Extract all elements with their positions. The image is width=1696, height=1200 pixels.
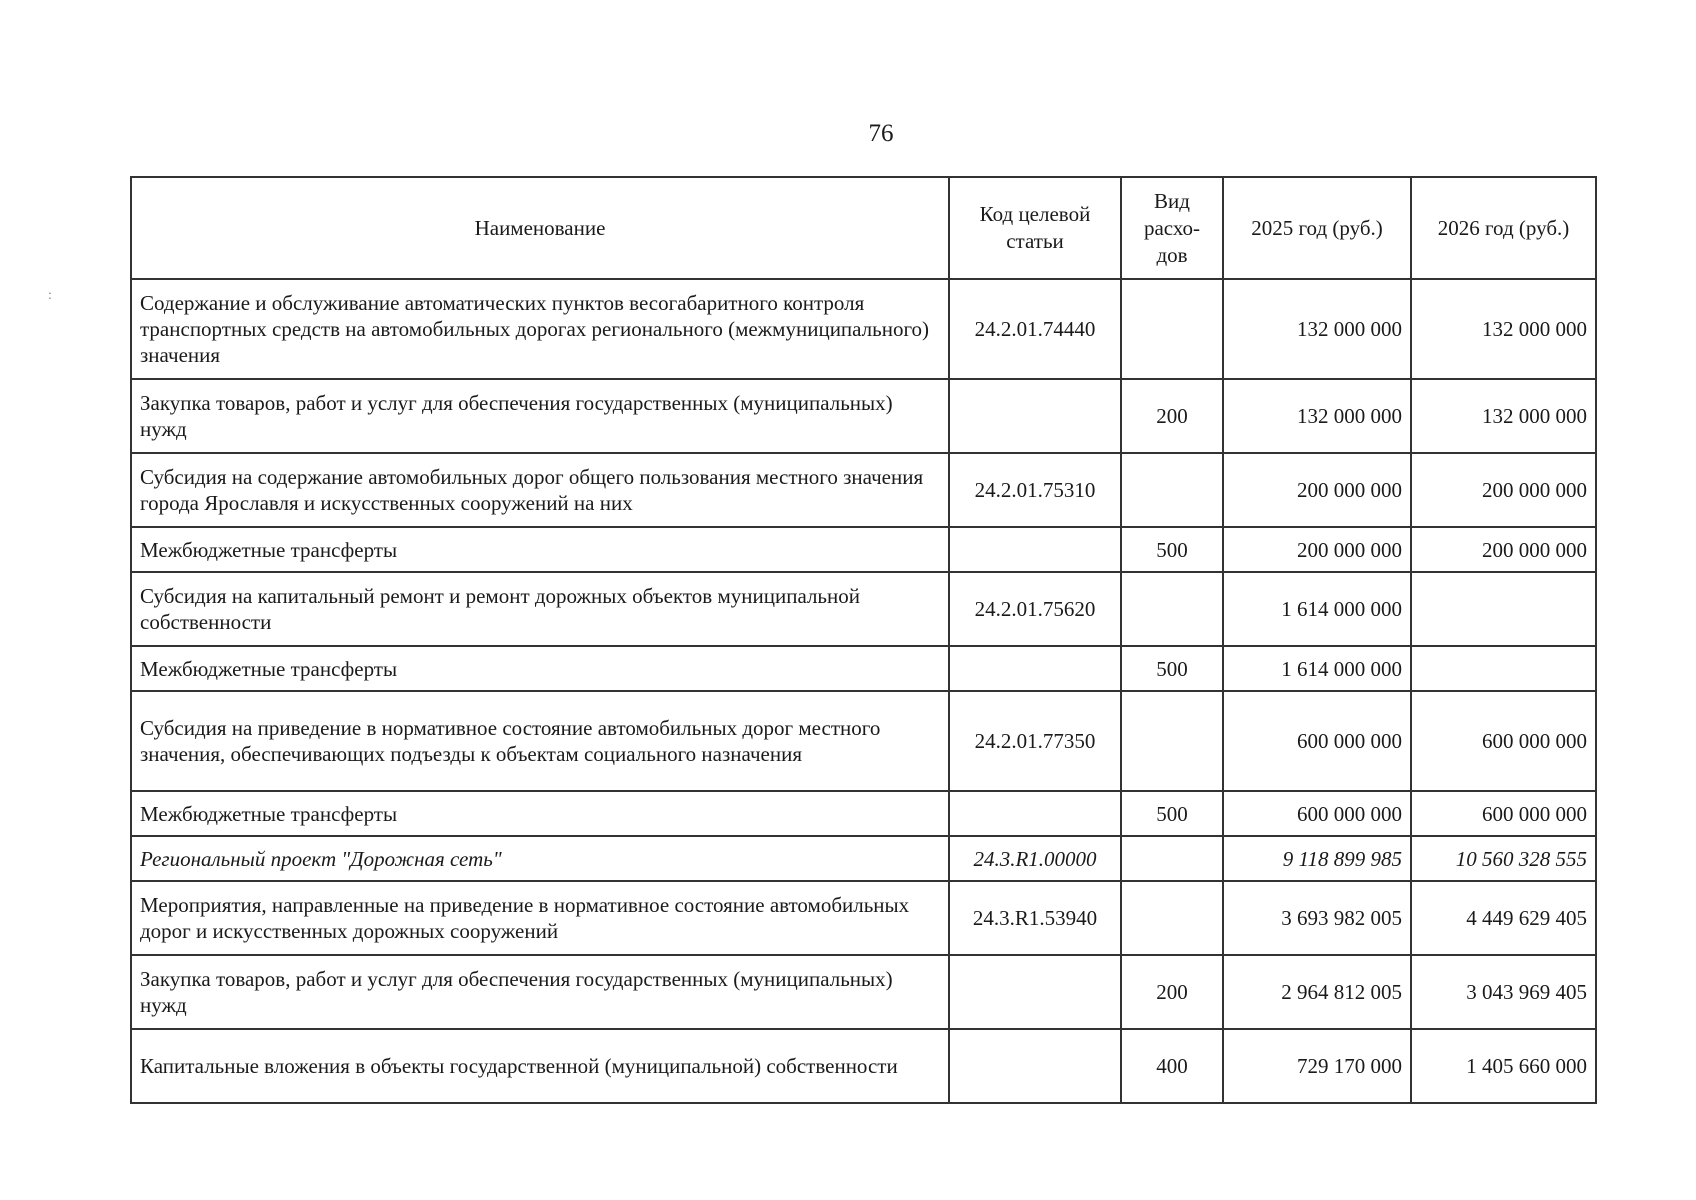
row-amount-2025: 1 614 000 000 <box>1223 646 1411 691</box>
row-type <box>1121 836 1223 881</box>
page-number: 76 <box>868 120 894 147</box>
row-amount-2026 <box>1411 572 1596 646</box>
row-code: 24.2.01.74440 <box>949 279 1121 379</box>
row-amount-2026: 10 560 328 555 <box>1411 836 1596 881</box>
table-row <box>131 836 1596 881</box>
budget-table <box>130 176 1597 1104</box>
row-type <box>1121 279 1223 379</box>
row-type: 500 <box>1121 791 1223 836</box>
row-amount-2025: 132 000 000 <box>1223 379 1411 453</box>
row-name: Мероприятия, направленные на приведение в нормативное состояние автомобильных дорог и искусственных дорожных сооружений <box>131 881 949 955</box>
row-amount-2025: 1 614 000 000 <box>1223 572 1411 646</box>
table-row <box>131 453 1596 527</box>
row-amount-2026: 132 000 000 <box>1411 279 1596 379</box>
row-amount-2025: 9 118 899 985 <box>1223 836 1411 881</box>
row-amount-2026: 600 000 000 <box>1411 791 1596 836</box>
row-amount-2026: 4 449 629 405 <box>1411 881 1596 955</box>
table-row <box>131 791 1596 836</box>
row-amount-2026: 600 000 000 <box>1411 691 1596 791</box>
row-code: 24.3.R1.53940 <box>949 881 1121 955</box>
row-amount-2026: 132 000 000 <box>1411 379 1596 453</box>
row-name: Региональный проект "Дорожная сеть" <box>131 836 949 881</box>
row-type <box>1121 881 1223 955</box>
row-amount-2026: 200 000 000 <box>1411 527 1596 572</box>
row-amount-2025: 729 170 000 <box>1223 1029 1411 1103</box>
table-row <box>131 881 1596 955</box>
header-2026: 2026 год (руб.) <box>1411 177 1596 279</box>
row-code: 24.3.R1.00000 <box>949 836 1121 881</box>
table-row <box>131 527 1596 572</box>
row-type <box>1121 691 1223 791</box>
header-type: Вид расхо-дов <box>1121 177 1223 279</box>
row-type: 500 <box>1121 527 1223 572</box>
table-header-row <box>131 177 1596 279</box>
row-code: 24.2.01.75620 <box>949 572 1121 646</box>
row-name: Закупка товаров, работ и услуг для обеспечения государственных (муниципальных) нужд <box>131 955 949 1029</box>
row-name: Закупка товаров, работ и услуг для обеспечения государственных (муниципальных) нужд <box>131 379 949 453</box>
row-amount-2025: 600 000 000 <box>1223 691 1411 791</box>
row-name: Межбюджетные трансферты <box>131 791 949 836</box>
row-code <box>949 527 1121 572</box>
row-type: 200 <box>1121 955 1223 1029</box>
row-code: 24.2.01.77350 <box>949 691 1121 791</box>
row-amount-2026: 200 000 000 <box>1411 453 1596 527</box>
row-amount-2025: 3 693 982 005 <box>1223 881 1411 955</box>
row-name: Межбюджетные трансферты <box>131 527 949 572</box>
table-row <box>131 1029 1596 1103</box>
row-amount-2025: 600 000 000 <box>1223 791 1411 836</box>
table-row <box>131 379 1596 453</box>
header-code: Код целевой статьи <box>949 177 1121 279</box>
header-name: Наименование <box>131 177 949 279</box>
table-row <box>131 572 1596 646</box>
row-name: Капитальные вложения в объекты государственной (муниципальной) собственности <box>131 1029 949 1103</box>
table-row <box>131 955 1596 1029</box>
row-amount-2026: 3 043 969 405 <box>1411 955 1596 1029</box>
row-type: 200 <box>1121 379 1223 453</box>
row-name: Субсидия на приведение в нормативное состояние автомобильных дорог местного значения, обеспечивающих подъезды к объектам социального назначения <box>131 691 949 791</box>
row-code: 24.2.01.75310 <box>949 453 1121 527</box>
stray-mark: : <box>48 288 52 303</box>
row-amount-2025: 200 000 000 <box>1223 527 1411 572</box>
row-code <box>949 646 1121 691</box>
row-amount-2025: 2 964 812 005 <box>1223 955 1411 1029</box>
row-amount-2026 <box>1411 646 1596 691</box>
row-code <box>949 791 1121 836</box>
row-name: Содержание и обслуживание автоматических пунктов весогабаритного контроля транспортных средств на автомобильных дорогах регионального (межмуниципального) значения <box>131 279 949 379</box>
row-name: Субсидия на содержание автомобильных дорог общего пользования местного значения города Ярославля и искусственных сооружений на них <box>131 453 949 527</box>
row-amount-2025: 132 000 000 <box>1223 279 1411 379</box>
row-code <box>949 955 1121 1029</box>
row-name: Субсидия на капитальный ремонт и ремонт дорожных объектов муниципальной собственности <box>131 572 949 646</box>
row-type: 400 <box>1121 1029 1223 1103</box>
row-amount-2025: 200 000 000 <box>1223 453 1411 527</box>
table-row <box>131 646 1596 691</box>
row-code <box>949 1029 1121 1103</box>
header-2025: 2025 год (руб.) <box>1223 177 1411 279</box>
table-row <box>131 279 1596 379</box>
row-type <box>1121 453 1223 527</box>
table-row <box>131 691 1596 791</box>
row-type <box>1121 572 1223 646</box>
row-code <box>949 379 1121 453</box>
row-name: Межбюджетные трансферты <box>131 646 949 691</box>
row-type: 500 <box>1121 646 1223 691</box>
row-amount-2026: 1 405 660 000 <box>1411 1029 1596 1103</box>
